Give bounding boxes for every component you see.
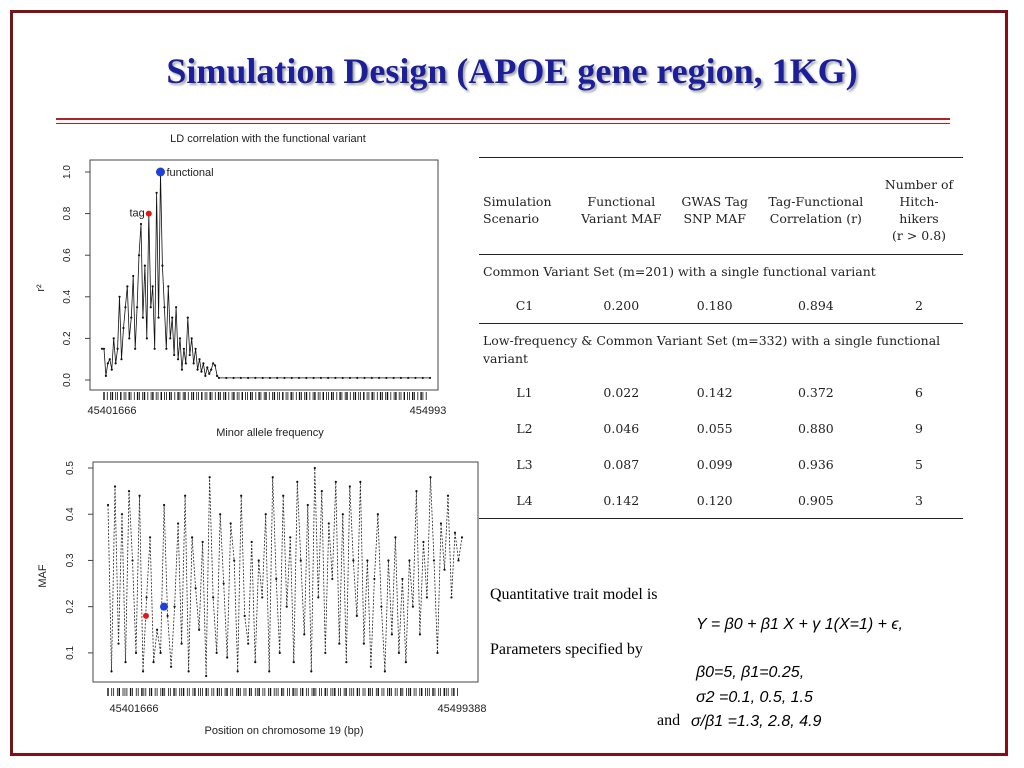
ld-correlation-chart xyxy=(30,128,460,448)
ld-data-point xyxy=(305,377,307,379)
ld-data-point xyxy=(225,377,227,379)
maf-data-point xyxy=(209,476,211,478)
maf-x-left-label: 45401666 xyxy=(109,703,159,715)
maf-data-point xyxy=(387,559,389,561)
ld-data-point xyxy=(165,348,167,350)
ld-data-point xyxy=(179,337,181,339)
maf-y-tick-label: 0.5 xyxy=(65,461,76,475)
maf-data-point xyxy=(300,559,302,561)
ld-data-point xyxy=(200,371,202,373)
table-cell: L3 xyxy=(516,456,533,472)
ld-data-point xyxy=(247,377,249,379)
ld-data-point xyxy=(124,306,126,308)
maf-data-point xyxy=(328,522,330,524)
param-and: and xyxy=(657,712,681,729)
ld-data-point xyxy=(378,377,380,379)
table-cell: 0.180 xyxy=(696,297,733,313)
table-row xyxy=(479,482,963,519)
maf-data-point xyxy=(289,536,291,538)
maf-data-point xyxy=(138,495,140,497)
ld-data-point xyxy=(185,362,187,364)
table-row xyxy=(479,446,963,482)
header-hitchhikers: Number of Hitch- hikers (r > 0.8) xyxy=(884,177,954,243)
maf-data-point xyxy=(145,596,147,598)
table-cell: 0.905 xyxy=(797,492,834,508)
maf-data-point xyxy=(373,578,375,580)
maf-data-point xyxy=(121,513,123,515)
ld-data-point xyxy=(113,337,115,339)
ld-data-point xyxy=(154,348,156,350)
maf-data-point xyxy=(405,661,407,663)
ld-data-point xyxy=(356,377,358,379)
ld-data-point xyxy=(177,358,179,360)
maf-data-point xyxy=(433,559,435,561)
maf-data-point xyxy=(377,513,379,515)
maf-data-point xyxy=(412,606,414,608)
maf-data-point xyxy=(363,643,365,645)
maf-data-point xyxy=(436,652,438,654)
ld-data-point xyxy=(136,306,138,308)
maf-data-point xyxy=(352,559,354,561)
table-cell: 0.087 xyxy=(603,456,640,472)
maf-data-point xyxy=(159,652,161,654)
ld-data-point xyxy=(142,317,144,319)
maf-data-point xyxy=(342,513,344,515)
maf-y-tick-label: 0.4 xyxy=(65,507,76,522)
table-cell: 0.120 xyxy=(696,492,733,508)
ld-functional-point xyxy=(156,168,165,177)
ld-data-point xyxy=(101,348,103,350)
ld-data-point xyxy=(111,369,113,371)
ld-data-point xyxy=(371,377,373,379)
maf-data-point xyxy=(282,495,284,497)
table-cell: 2 xyxy=(915,297,923,313)
maf-data-point xyxy=(181,643,183,645)
table-row xyxy=(479,410,963,446)
maf-data-point xyxy=(219,513,221,515)
table-cell: L4 xyxy=(516,492,533,508)
maf-tag-point xyxy=(143,613,149,619)
ld-data-point xyxy=(150,306,152,308)
ld-chart-title: LD correlation with the functional variant xyxy=(170,133,366,145)
ld-y-tick-label: 0.0 xyxy=(62,373,73,387)
maf-data-point xyxy=(110,670,112,672)
table-cell: L2 xyxy=(516,420,533,436)
ld-data-point xyxy=(187,317,189,319)
table-cell: C1 xyxy=(515,297,534,313)
maf-data-point xyxy=(314,467,316,469)
maf-data-point xyxy=(335,481,337,483)
ld-x-right-label: 454993 xyxy=(409,405,447,417)
ld-data-point xyxy=(152,285,154,287)
ld-tag-label: tag xyxy=(129,207,145,220)
maf-data-point xyxy=(114,485,116,487)
maf-data-point xyxy=(226,656,228,658)
maf-data-point xyxy=(258,559,260,561)
ld-data-point xyxy=(134,348,136,350)
ld-series-line xyxy=(102,172,430,378)
param-ratio: σ/β1 =1.3, 2.8, 4.9 xyxy=(691,713,822,730)
param-sigma: σ2 =0.1, 0.5, 1.5 xyxy=(696,689,813,706)
table-cell: 6 xyxy=(915,384,923,400)
ld-data-point xyxy=(204,375,206,377)
model-intro: Quantitative trait model is xyxy=(490,586,658,603)
maf-data-point xyxy=(237,670,239,672)
table-cell: 0.142 xyxy=(603,492,640,508)
maf-data-point xyxy=(230,522,232,524)
ld-data-point xyxy=(214,364,216,366)
maf-y-tick-label: 0.1 xyxy=(65,645,76,660)
maf-y-tick-label: 0.2 xyxy=(65,599,76,614)
maf-data-point xyxy=(349,485,351,487)
ld-data-point xyxy=(103,348,105,350)
maf-data-point xyxy=(447,495,449,497)
ld-data-point xyxy=(206,366,208,368)
maf-data-point xyxy=(443,569,445,571)
maf-position-chart xyxy=(30,452,487,742)
table-cell: 0.055 xyxy=(696,420,733,436)
maf-functional-point xyxy=(160,603,168,611)
ld-data-point xyxy=(269,377,271,379)
model-equation: Y = β0 + β1 X + γ 1(X=1) + ϵ, xyxy=(696,616,903,633)
ld-data-point xyxy=(138,254,140,256)
maf-data-point xyxy=(307,504,309,506)
header-functional-maf: Functional Variant MAF xyxy=(581,194,662,226)
slide-title: Simulation Design (APOE gene region, 1KG) xyxy=(166,51,858,91)
maf-y-tick-label: 0.3 xyxy=(65,553,76,568)
table-row xyxy=(479,374,963,410)
ld-data-point xyxy=(363,377,365,379)
maf-x-axis-label: Position on chromosome 19 (bp) xyxy=(204,725,364,737)
table-cell: 3 xyxy=(915,492,923,508)
ld-data-point xyxy=(218,377,220,379)
maf-data-point xyxy=(384,670,386,672)
ld-x-left-label: 45401666 xyxy=(87,405,137,417)
param-beta: β0=5, β1=0.25, xyxy=(696,664,805,681)
table-header-row xyxy=(479,158,963,255)
maf-data-point xyxy=(195,587,197,589)
ld-data-point xyxy=(407,377,409,379)
maf-data-point xyxy=(324,652,326,654)
table-cell: 5 xyxy=(915,456,923,472)
ld-data-point xyxy=(181,369,183,371)
ld-y-tick-label: 0.8 xyxy=(62,206,73,221)
ld-data-point xyxy=(385,377,387,379)
maf-data-point xyxy=(450,596,452,598)
ld-data-point xyxy=(291,377,293,379)
ld-data-point xyxy=(212,362,214,364)
ld-data-point xyxy=(240,377,242,379)
maf-data-point xyxy=(321,490,323,492)
ld-functional-label: functional xyxy=(166,167,214,179)
ld-data-point xyxy=(157,317,159,319)
ld-y-tick-label: 0.2 xyxy=(62,331,73,346)
maf-data-point xyxy=(422,541,424,543)
ld-data-point xyxy=(117,348,119,350)
ld-y-tick-label: 1.0 xyxy=(62,165,73,179)
maf-data-point xyxy=(240,495,242,497)
maf-data-point xyxy=(426,596,428,598)
ld-data-point xyxy=(128,337,130,339)
maf-data-point xyxy=(117,643,119,645)
ld-data-point xyxy=(298,377,300,379)
maf-data-point xyxy=(124,661,126,663)
maf-x-right-label: 45499388 xyxy=(437,703,487,715)
ld-data-point xyxy=(183,348,185,350)
ld-data-point xyxy=(254,377,256,379)
ld-data-point xyxy=(161,265,163,267)
ld-data-point xyxy=(393,377,395,379)
table-cell: 0.372 xyxy=(797,384,834,400)
maf-data-point xyxy=(173,606,175,608)
maf-data-point xyxy=(338,643,340,645)
maf-data-point xyxy=(107,504,109,506)
ld-data-point xyxy=(191,337,193,339)
maf-data-point xyxy=(131,559,133,561)
ld-data-point xyxy=(105,375,107,377)
table-cell: 0.142 xyxy=(696,384,733,400)
ld-data-point xyxy=(193,362,195,364)
maf-data-point xyxy=(279,652,281,654)
maf-data-point xyxy=(261,596,263,598)
maf-data-point xyxy=(401,578,403,580)
maf-data-point xyxy=(310,670,312,672)
maf-data-point xyxy=(272,476,274,478)
ld-data-point xyxy=(120,358,122,360)
maf-data-point xyxy=(408,559,410,561)
ld-data-point xyxy=(198,358,200,360)
maf-data-point xyxy=(454,532,456,534)
ld-data-point xyxy=(422,377,424,379)
maf-data-point xyxy=(251,541,253,543)
ld-data-point xyxy=(334,377,336,379)
ld-data-point xyxy=(414,377,416,379)
table-cell: 9 xyxy=(915,420,923,436)
maf-data-point xyxy=(166,615,168,617)
maf-data-point xyxy=(296,481,298,483)
ld-data-point xyxy=(126,285,128,287)
ld-y-tick-label: 0.6 xyxy=(62,248,73,263)
maf-data-point xyxy=(244,615,246,617)
section-common: Common Variant Set (m=201) with a single functional variant xyxy=(483,264,876,279)
ld-data-point xyxy=(283,377,285,379)
title-rule-thin xyxy=(56,123,950,124)
table-cell: 0.022 xyxy=(603,384,640,400)
ld-data-point xyxy=(163,306,165,308)
maf-data-point xyxy=(265,513,267,515)
maf-data-point xyxy=(128,490,130,492)
maf-data-point xyxy=(184,495,186,497)
maf-data-point xyxy=(415,490,417,492)
ld-data-point xyxy=(173,354,175,356)
maf-data-point xyxy=(440,522,442,524)
ld-data-point xyxy=(132,275,134,277)
ld-data-point xyxy=(122,327,124,329)
ld-data-point xyxy=(115,362,117,364)
ld-data-point xyxy=(210,369,212,371)
maf-data-point xyxy=(380,606,382,608)
maf-data-point xyxy=(188,670,190,672)
maf-data-point xyxy=(286,606,288,608)
simulation-table xyxy=(479,157,963,525)
header-scenario: Simulation Scenario xyxy=(483,194,552,226)
table-row xyxy=(479,287,963,324)
ld-data-point xyxy=(320,377,322,379)
table-cell: 0.894 xyxy=(797,297,834,313)
ld-data-point xyxy=(189,354,191,356)
table-cell: 0.880 xyxy=(797,420,834,436)
ld-data-point xyxy=(342,377,344,379)
maf-data-point xyxy=(163,504,165,506)
header-correlation: Tag-Functional Correlation (r) xyxy=(768,194,864,226)
maf-series-line xyxy=(108,468,462,676)
ld-data-point xyxy=(276,377,278,379)
maf-data-point xyxy=(391,633,393,635)
ld-data-point xyxy=(429,377,431,379)
maf-data-point xyxy=(461,536,463,538)
maf-data-point xyxy=(359,481,361,483)
ld-data-point xyxy=(216,375,218,377)
ld-data-point xyxy=(118,296,120,298)
ld-data-point xyxy=(130,317,132,319)
maf-data-point xyxy=(170,666,172,668)
title-rule xyxy=(56,118,950,120)
ld-data-point xyxy=(349,377,351,379)
table-cell: 0.046 xyxy=(603,420,640,436)
ld-data-point xyxy=(144,265,146,267)
ld-data-point xyxy=(327,377,329,379)
ld-data-point xyxy=(140,223,142,225)
ld-data-point xyxy=(232,377,234,379)
ld-data-point xyxy=(196,369,198,371)
ld-data-point xyxy=(171,317,173,319)
ld-data-point xyxy=(312,377,314,379)
table-cell: L1 xyxy=(516,384,533,400)
maf-data-point xyxy=(254,661,256,663)
maf-data-point xyxy=(212,596,214,598)
maf-data-point xyxy=(394,536,396,538)
maf-data-point xyxy=(135,652,137,654)
maf-data-point xyxy=(205,675,207,677)
maf-data-point xyxy=(275,578,277,580)
ld-data-point xyxy=(109,358,111,360)
ld-data-point xyxy=(146,337,148,339)
maf-data-point xyxy=(149,536,151,538)
table-cell: 0.936 xyxy=(797,456,834,472)
maf-data-point xyxy=(419,633,421,635)
maf-data-point xyxy=(223,582,225,584)
maf-data-point xyxy=(303,633,305,635)
ld-data-point xyxy=(400,377,402,379)
maf-data-point xyxy=(268,670,270,672)
ld-tag-point xyxy=(146,211,152,217)
maf-data-point xyxy=(317,596,319,598)
maf-data-point xyxy=(345,661,347,663)
ld-data-point xyxy=(169,337,171,339)
ld-data-point xyxy=(107,362,109,364)
maf-data-point xyxy=(429,476,431,478)
maf-data-point xyxy=(293,661,295,663)
ld-data-point xyxy=(262,377,264,379)
ld-y-axis-label: r² xyxy=(35,284,47,292)
maf-data-point xyxy=(198,629,200,631)
ld-data-point xyxy=(208,373,210,375)
maf-data-point xyxy=(156,629,158,631)
maf-data-point xyxy=(398,652,400,654)
maf-data-point xyxy=(202,541,204,543)
maf-data-point xyxy=(356,615,358,617)
maf-data-point xyxy=(152,661,154,663)
maf-data-point xyxy=(457,559,459,561)
ld-data-point xyxy=(156,192,158,194)
maf-data-point xyxy=(370,666,372,668)
ld-data-point xyxy=(202,362,204,364)
maf-data-point xyxy=(142,670,144,672)
maf-data-point xyxy=(177,522,179,524)
maf-data-point xyxy=(331,578,333,580)
maf-data-point xyxy=(216,652,218,654)
params-intro: Parameters specified by xyxy=(490,641,643,658)
section-low-frequency: Low-frequency & Common Variant Set (m=332) with a single functional variant xyxy=(483,333,941,366)
ld-data-point xyxy=(175,306,177,308)
table-cell: 0.099 xyxy=(696,456,733,472)
table-cell: 0.200 xyxy=(603,297,640,313)
header-gwas-maf: GWAS Tag SNP MAF xyxy=(681,194,748,226)
maf-data-point xyxy=(247,643,249,645)
ld-x-axis-label: Minor allele frequency xyxy=(216,427,324,439)
maf-y-axis-label: MAF xyxy=(37,564,49,588)
maf-data-point xyxy=(191,536,193,538)
ld-data-point xyxy=(195,348,197,350)
ld-data-point xyxy=(167,285,169,287)
ld-y-tick-label: 0.4 xyxy=(62,289,73,304)
maf-data-point xyxy=(366,559,368,561)
maf-data-point xyxy=(233,559,235,561)
